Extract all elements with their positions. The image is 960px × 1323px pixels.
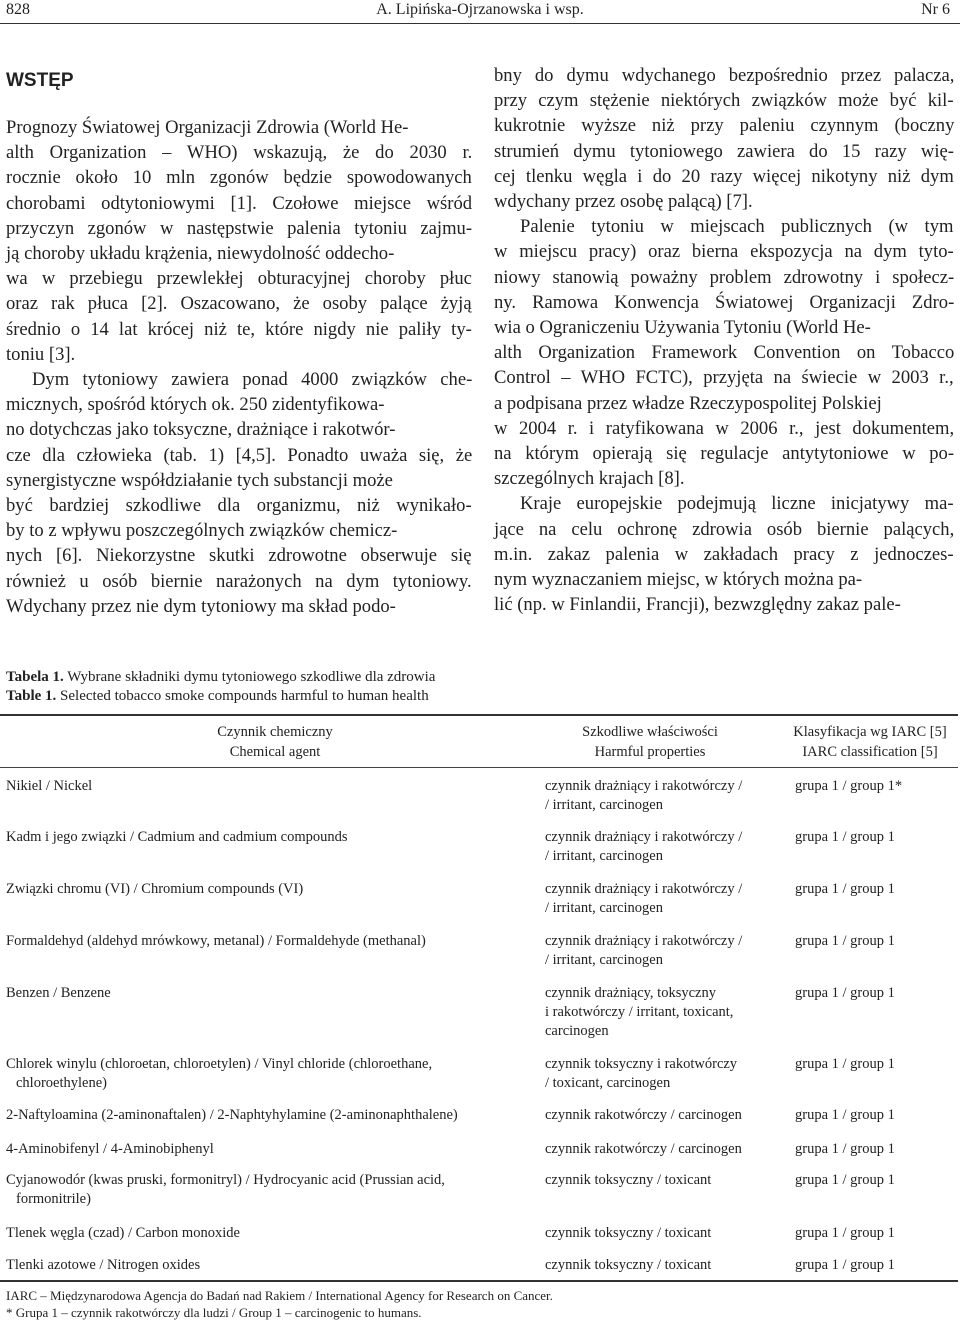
table-caption-en-label: Table 1. xyxy=(6,688,57,704)
header-rule xyxy=(0,23,960,24)
header-harmful-properties-pl: Szkodliwe właściwości xyxy=(582,724,718,740)
table-caption-pl-label: Tabela 1. xyxy=(6,669,64,685)
table-cell-iarc: grupa 1 / group 1 xyxy=(795,1107,895,1123)
left-column-line: synergistyczne współdziałanie tych substancji może xyxy=(6,469,393,491)
table-cell-iarc: grupa 1 / group 1 xyxy=(795,1257,895,1273)
left-column-line: by to z wpływu poszczególnych związków chemicz- xyxy=(6,520,398,542)
table-cell-agent xyxy=(6,1256,536,1275)
right-column-line: na którym opierają się regulacje antytytoniowe w po- xyxy=(494,443,955,464)
table-caption-pl xyxy=(6,668,435,687)
header-harmful-properties xyxy=(540,722,760,762)
agent-line: Tlenki azotowe / Nitrogen oxides xyxy=(6,1257,201,1273)
running-header xyxy=(0,0,960,22)
table-cell-agent xyxy=(6,932,536,951)
table-cell-properties xyxy=(545,984,780,1041)
left-column-line: no dotychczas jako toksyczne, drażniące i rakotwór- xyxy=(6,419,396,441)
left-column-line: nych [6]. Niekorzystne skutki zdrowotne obserwuje się xyxy=(6,545,472,567)
properties-line: czynnik drażniący i rakotwórczy / xyxy=(545,778,743,794)
table-cell-iarc: grupa 1 / group 1 xyxy=(795,933,895,949)
right-column-line: szczególnych krajach [8]. xyxy=(494,468,685,490)
issue-number: Nr 6 xyxy=(921,1,950,18)
right-column-line: m.in. zakaz palenia w zakładach pracy z jednoczes- xyxy=(494,543,954,565)
properties-line: / toxicant, carcinogen xyxy=(545,1075,671,1091)
header-chemical-agent xyxy=(170,722,380,762)
left-column-line: przyczyn zgonów w następstwie palenia tytoniu zajmu- xyxy=(6,217,473,239)
left-column-line: wa w przebiegu przewlekłej obturacyjnej choroby płuc xyxy=(6,268,472,290)
right-column-line: Control – WHO FCTC), przyjęta na świecie w 2003 r., xyxy=(494,367,954,389)
properties-line: i rakotwórczy / irritant, toxicant, xyxy=(545,1004,734,1020)
table-cell-iarc: grupa 1 / group 1 xyxy=(795,1141,895,1157)
right-column-line: jące na celu ochronę zdrowia osób biernie palących, xyxy=(494,518,955,540)
header-chemical-agent-en: Chemical agent xyxy=(229,744,321,760)
agent-line: Formaldehyd (aldehyd mrówkowy, metanal) / Formaldehyde (methanal) xyxy=(6,933,426,949)
properties-line: czynnik rakotwórczy / carcinogen xyxy=(545,1107,742,1123)
header-iarc-classification-pl: Klasyfikacja wg IARC [5] xyxy=(793,724,947,740)
footnote-group1: * Grupa 1 – czynnik rakotwórczy dla ludzi / Group 1 – carcinogenic to humans. xyxy=(6,1305,422,1320)
right-column-line: przy czym stężenie niektórych związków może być kil- xyxy=(494,90,954,112)
right-column-line: strumień dymu tytoniowego zawiera do 15 razy wię- xyxy=(494,140,954,162)
right-column-line: nym wyznaczaniem miejsc, w których można pa- xyxy=(494,569,863,590)
agent-line: chloroethylene) xyxy=(16,1075,107,1091)
table-cell-agent xyxy=(6,1140,536,1159)
table-cell-iarc: grupa 1 / group 1 xyxy=(795,829,895,845)
right-column-line: a podpisana przez władze Rzeczypospolitej Polskiej xyxy=(494,392,882,414)
right-column-line: Kraje europejskie podejmują liczne inicjatywy ma- xyxy=(520,493,954,515)
properties-line: czynnik rakotwórczy / carcinogen xyxy=(545,1141,742,1157)
table-cell-properties xyxy=(545,932,780,970)
right-column-line: bny do dymu wdychanego bezpośrednio przez palacza, xyxy=(494,65,955,86)
right-column-line: wdychany przez osobę palącą) [7]. xyxy=(494,191,753,212)
table-cell-properties xyxy=(545,1256,780,1275)
section-title: WSTĘP xyxy=(6,70,74,91)
table-cell-agent xyxy=(6,777,536,796)
left-column-line: cze dla człowieka (tab. 1) [4,5]. Ponadto uważa się, że xyxy=(6,444,473,466)
properties-line: czynnik drażniący i rakotwórczy / xyxy=(545,881,743,897)
left-column-line: alth Organization – WHO) wskazują, że do 2030 r. xyxy=(6,142,473,164)
table-cell-properties xyxy=(545,1171,780,1190)
header-iarc-classification xyxy=(770,722,960,762)
left-column-line: Dym tytoniowy zawiera ponad 4000 związków che- xyxy=(32,369,473,390)
table-cell-properties xyxy=(545,1055,780,1093)
table-cell-agent xyxy=(6,1171,536,1209)
left-column-line: oraz rak płuca [2]. Oszacowano, że osoby palące żyją xyxy=(6,293,472,315)
table-cell-properties xyxy=(545,880,780,918)
table-cell-iarc: grupa 1 / group 1* xyxy=(795,778,903,794)
right-column-line: Palenie tytoniu w miejscach publicznych (w tym xyxy=(520,216,954,238)
left-column-line: micznych, spośród których ok. 250 zidentyfikowa- xyxy=(6,394,385,416)
right-column-line: alth Organization Framework Convention on Tobacco xyxy=(494,342,955,364)
agent-line: Tlenek węgla (czad) / Carbon monoxide xyxy=(6,1225,240,1241)
table-cell-agent xyxy=(6,984,536,1003)
table-cell-iarc: grupa 1 / group 1 xyxy=(795,1172,895,1188)
right-column-line: cej tlenku węgla i do 20 razy więcej nikotyny niż dym xyxy=(494,165,954,187)
properties-line: carcinogen xyxy=(545,1023,609,1039)
agent-line: Benzen / Benzene xyxy=(6,985,111,1001)
table-caption-pl-text: Wybrane składniki dymu tytoniowego szkodliwe dla zdrowia xyxy=(63,669,436,685)
left-column-line: rocznie około 10 mln zgonów będzie spowodowanych xyxy=(6,167,472,189)
properties-line: / irritant, carcinogen xyxy=(545,952,663,968)
properties-line: / irritant, carcinogen xyxy=(545,797,663,813)
properties-line: / irritant, carcinogen xyxy=(545,900,663,916)
properties-line: czynnik toksyczny / toxicant xyxy=(545,1257,712,1273)
right-column-line: niowy stanowią poważny problem zdrowotny i społecz- xyxy=(494,266,955,288)
agent-line: 4-Aminobifenyl / 4-Aminobiphenyl xyxy=(6,1141,214,1157)
right-column-line: wia o Ograniczeniu Używania Tytoniu (World He- xyxy=(494,317,871,338)
properties-line: czynnik toksyczny / toxicant xyxy=(545,1172,712,1188)
agent-line: formonitrile) xyxy=(16,1191,91,1207)
agent-line: Cyjanowodór (kwas pruski, formonitryl) / Hydrocyanic acid (Prussian acid, xyxy=(6,1172,445,1188)
left-column-line: Prognozy Światowej Organizacji Zdrowia (World He- xyxy=(6,117,409,138)
table-top-rule xyxy=(0,714,958,716)
table-cell-properties xyxy=(545,1106,780,1125)
properties-line: czynnik drażniący i rakotwórczy / xyxy=(545,829,743,845)
agent-line: Związki chromu (VI) / Chromium compounds (VI) xyxy=(6,881,304,897)
left-column-line: toniu [3]. xyxy=(6,343,76,365)
table-cell-agent xyxy=(6,828,536,847)
agent-line: Chlorek winylu (chloroetan, chloroetylen) / Vinyl chloride (chloroethane, xyxy=(6,1056,433,1072)
table-cell-iarc: grupa 1 / group 1 xyxy=(795,1056,895,1072)
table-cell-properties xyxy=(545,828,780,866)
left-column-line: ją choroby układu krążenia, niewydolność oddecho- xyxy=(6,243,395,264)
left-column-line: średnio o 14 lat krócej niż te, które nigdy nie paliły ty- xyxy=(6,318,472,340)
table-caption-en-text: Selected tobacco smoke compounds harmful to human health xyxy=(56,688,429,704)
properties-line: czynnik drażniący, toksyczny xyxy=(545,985,716,1001)
properties-line: / irritant, carcinogen xyxy=(545,848,663,864)
footnote-iarc: IARC – Międzynarodowa Agencja do Badań nad Rakiem / International Agency for Research on Cancer. xyxy=(6,1288,553,1303)
agent-line: Nikiel / Nickel xyxy=(6,778,93,794)
header-chemical-agent-pl: Czynnik chemiczny xyxy=(217,724,333,740)
table-caption-en xyxy=(6,687,429,706)
table-cell-properties xyxy=(545,1224,780,1243)
agent-line: Kadm i jego związki / Cadmium and cadmium compounds xyxy=(6,829,348,845)
table-cell-properties xyxy=(545,777,780,815)
table-bottom-rule xyxy=(0,1280,958,1282)
table-cell-iarc: grupa 1 / group 1 xyxy=(795,881,895,897)
table-cell-agent xyxy=(6,1055,536,1093)
table-cell-iarc: grupa 1 / group 1 xyxy=(795,985,895,1001)
properties-line: czynnik drażniący i rakotwórczy / xyxy=(545,933,743,949)
table-cell-properties xyxy=(545,1140,780,1159)
header-harmful-properties-en: Harmful properties xyxy=(594,744,706,760)
table-header-rule xyxy=(0,767,958,768)
left-column-line: Wdychany przez nie dym tytoniowy ma skład podo- xyxy=(6,595,396,617)
right-column-line: w 2004 r. i ratyfikowana w 2006 r., jest dokumentem, xyxy=(494,417,955,439)
left-column-line: chorobami odtytoniowymi [1]. Czołowe miejsce wśród xyxy=(6,192,473,214)
right-column-line: ny. Ramowa Konwencja Światowej Organizacji Zdro- xyxy=(494,291,955,313)
agent-line: 2-Naftyloamina (2-aminonaftalen) / 2-Naphtyhylamine (2-aminonaphthalene) xyxy=(6,1107,458,1123)
page-number: 828 xyxy=(6,1,30,18)
properties-line: czynnik toksyczny / toxicant xyxy=(545,1225,712,1241)
running-authors: A. Lipińska-Ojrzanowska i wsp. xyxy=(376,1,584,18)
right-column-line: w miejscu pracy) oraz bierna ekspozycja na dym tyto- xyxy=(494,241,954,263)
header-iarc-classification-en: IARC classification [5] xyxy=(802,744,938,760)
right-column-line: lić (np. w Finlandii, Francji), bezwzględny zakaz pale- xyxy=(494,594,901,616)
table-cell-agent xyxy=(6,1106,536,1125)
properties-line: czynnik toksyczny i rakotwórczy xyxy=(545,1056,738,1072)
left-column-line: być bardziej szkodliwe dla organizmu, niż wynikało- xyxy=(6,495,472,516)
table-cell-agent xyxy=(6,880,536,899)
right-column-line: kukrotnie wyższe niż przy paleniu czynnym (boczny xyxy=(494,115,955,137)
table-cell-agent xyxy=(6,1224,536,1243)
table-cell-iarc: grupa 1 / group 1 xyxy=(795,1225,895,1241)
left-column-line: również u osób biernie narażonych na dym tytoniowy. xyxy=(6,570,472,592)
